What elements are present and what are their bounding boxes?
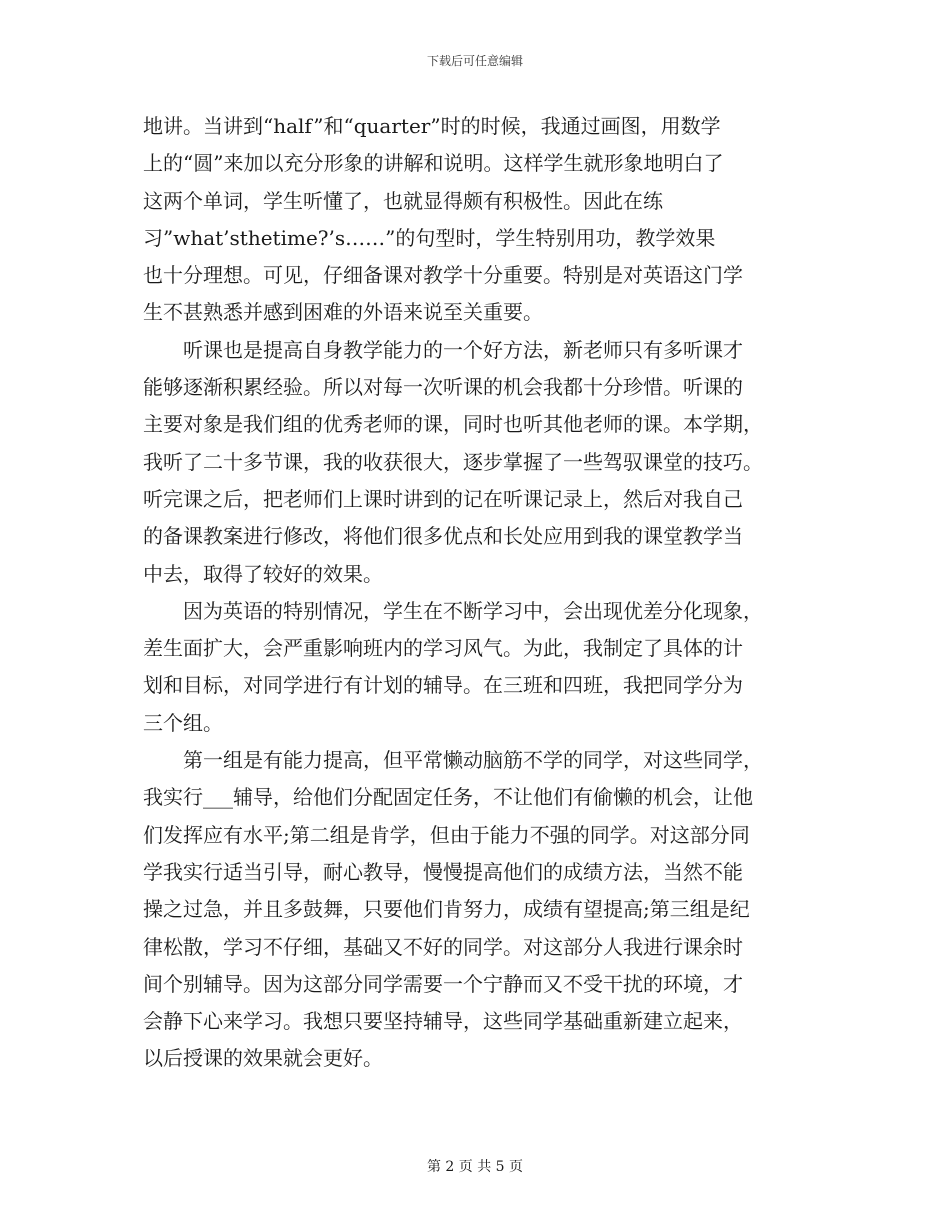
- text-line: 能够逐渐积累经验。所以对每一次听课的机会我都十分珍惜。听课的: [143, 375, 743, 400]
- paragraph-first-line: 听课也是提高自身教学能力的一个好方法，新老师只有多听课才: [183, 337, 743, 362]
- paragraph-first-line: 第一组是有能力提高，但平常懒动脑筋不学的同学，对这些同学，: [183, 748, 763, 773]
- text-line: 地讲。当讲到“half”和“quarter”时的时候，我通过画图，用数学: [143, 114, 721, 138]
- text-line: 生不甚熟悉并感到困难的外语来说至关重要。: [143, 300, 543, 325]
- text-line: 中去，取得了较好的效果。: [143, 561, 383, 586]
- text-line: 学我实行适当引导，耐心教导，慢慢提高他们的成绩方法，当然不能: [143, 859, 743, 884]
- page-footer-number: 第 2 页 共 5 页: [426, 1159, 524, 1175]
- text-line: 以后授课的效果就会更好。: [143, 1046, 383, 1071]
- text-line: 操之过急，并且多鼓舞，只要他们肯努力，成绩有望提高;第三组是纪: [143, 897, 750, 922]
- text-line: 间个别辅导。因为这部分同学需要一个宁静而又不受干扰的环境，才: [143, 971, 743, 996]
- text-line: 三个组。: [143, 710, 223, 735]
- text-line: 我听了二十多节课，我的收获很大，逐步掌握了一些驾驭课堂的技巧。: [143, 449, 763, 474]
- text-line: 划和目标，对同学进行有计划的辅导。在三班和四班，我把同学分为: [143, 673, 743, 698]
- text-line: 差生面扩大，会严重影响班内的学习风气。为此，我制定了具体的计: [143, 636, 743, 661]
- text-line: 律松散，学习不仔细，基础又不好的同学。对这部分人我进行课余时: [143, 934, 743, 959]
- text-line: 主要对象是我们组的优秀老师的课，同时也听其他老师的课。本学期，: [143, 412, 763, 437]
- text-line: 这两个单词，学生听懂了，也就显得颇有积极性。因此在练: [143, 188, 663, 213]
- document-body: [143, 108, 808, 1078]
- text-line: 的备课教案进行修改，将他们很多优点和长处应用到我的课堂教学当: [143, 524, 743, 549]
- paragraph-first-line: 因为英语的特别情况，学生在不断学习中，会出现优差分化现象，: [183, 598, 763, 623]
- text-line: 我实行___辅导，给他们分配固定任务，不让他们有偷懒的机会，让他: [143, 785, 753, 810]
- text-line: 上的“圆”来加以充分形象的讲解和说明。这样学生就形象地明白了: [143, 151, 724, 176]
- text-line: 习”what’sthetime?’s……”的句型时，学生特别用功，教学效果: [143, 225, 716, 250]
- text-line: 听完课之后，把老师们上课时讲到的记在听课记录上，然后对我自己: [143, 486, 743, 511]
- text-line: 们发挥应有水平;第二组是肯学，但由于能力不强的同学。对这部分同: [143, 822, 750, 847]
- text-line: 会静下心来学习。我想只要坚持辅导，这些同学基础重新建立起来，: [143, 1009, 743, 1034]
- text-line: 也十分理想。可见，仔细备课对教学十分重要。特别是对英语这门学: [143, 263, 743, 288]
- page-header-note: 下载后可任意编辑: [426, 54, 523, 68]
